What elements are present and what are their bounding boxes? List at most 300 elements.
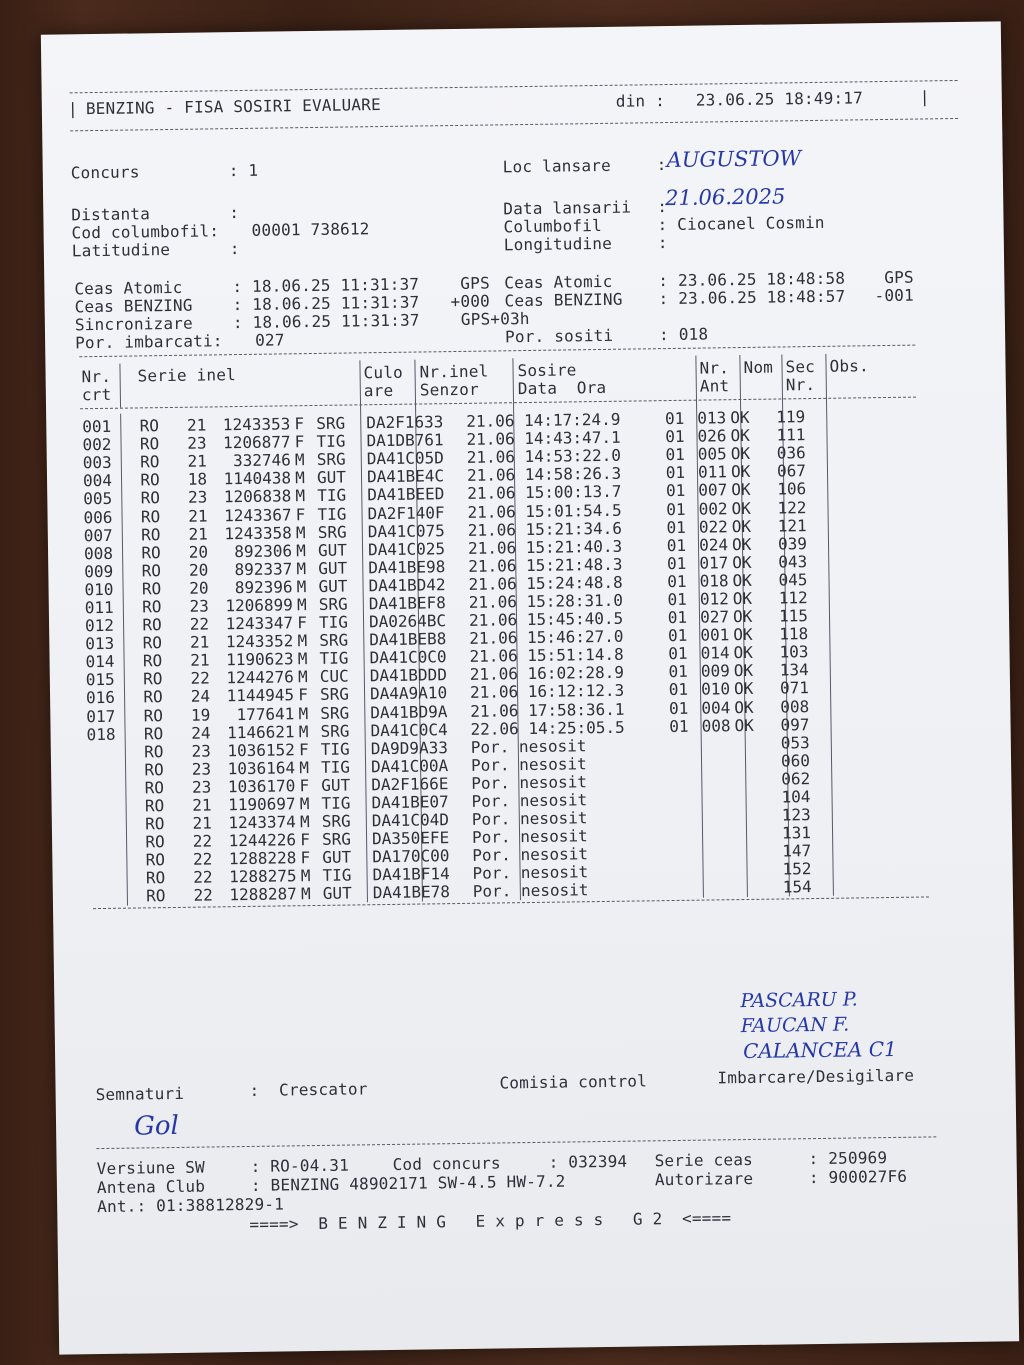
cell-country: RO <box>145 850 166 870</box>
cell-nom: 004 <box>701 697 731 718</box>
col-sec-header: Sec <box>785 356 816 377</box>
col-divider <box>119 364 121 408</box>
cell-color: TIG <box>322 865 352 886</box>
cell-arrival: 21.06 14:53:22.0 <box>466 445 622 468</box>
cell-ring: 1244226 <box>228 830 297 851</box>
cell-obs: 062 <box>781 769 811 789</box>
cell-sec <box>731 752 777 771</box>
cell-nom: 009 <box>700 661 730 681</box>
handwritten-note-line: CALANCEA C1 <box>742 1036 897 1064</box>
cell-arrival: 21.06 15:21:48.3 <box>468 554 623 576</box>
cell-color: TIG <box>319 648 349 669</box>
comisia-label: Comisia control <box>499 1071 648 1093</box>
cell-sec <box>733 879 779 898</box>
cell-nom: 024 <box>698 534 729 555</box>
cell-ring: 1190623 <box>226 649 294 670</box>
cell-sec: OK <box>732 552 752 572</box>
cell-nr <box>87 743 133 762</box>
cell-color: TIG <box>321 793 351 813</box>
cell-nom <box>689 735 731 754</box>
clock-right-value: : 23.06.25 18:48:58 <box>658 268 846 291</box>
cod-concurs-label: Cod concurs <box>392 1153 501 1174</box>
cell-nom: 002 <box>698 498 728 519</box>
cell-ant: 01 <box>666 553 687 573</box>
concurs-label: Concurs <box>70 162 140 183</box>
cell-ant <box>650 826 690 845</box>
cell-country: RO <box>142 615 162 635</box>
cell-arrival: 21.06 14:17:24.9 <box>466 409 621 431</box>
cell-nr: 007 <box>83 525 113 545</box>
cell-sex: M <box>300 866 311 886</box>
cell-year: 24 <box>191 723 211 743</box>
cell-arrival: 21.06 17:58:36.1 <box>470 699 625 721</box>
cell-ant: 01 <box>666 499 686 519</box>
cell-sex: F <box>294 414 305 434</box>
cell-year: 19 <box>190 705 211 725</box>
cell-sec: OK <box>731 534 752 554</box>
cell-ring: 1243347 <box>225 613 294 634</box>
header-date-value: 23.06.25 18:49:17 <box>695 88 864 110</box>
cell-nom: 008 <box>701 715 731 736</box>
data-lansarii-handwritten: 21.06.2025 <box>665 184 786 211</box>
cell-country: RO <box>144 796 165 816</box>
cell-obs: 111 <box>776 425 806 445</box>
col-ant-header: Nr. <box>699 358 730 378</box>
cell-arrival: 21.06 15:24:48.8 <box>468 572 623 594</box>
cell-ant: 01 <box>667 607 688 628</box>
cell-obs: 121 <box>777 515 807 536</box>
cell-sex: F <box>294 432 305 452</box>
col-nr-header: Nr. <box>81 366 112 387</box>
cell-arrival: 21.06 14:58:26.3 <box>466 464 622 486</box>
cell-arrival: 21.06 15:46:27.0 <box>469 626 624 649</box>
cell-arrival: Por. nesosit <box>472 844 589 866</box>
cell-country: RO <box>143 723 164 744</box>
por-sositi-value: : 018 <box>658 324 709 345</box>
cell-ring: 1144945 <box>226 685 295 706</box>
cell-sex: F <box>298 685 309 705</box>
cell-sensor: DA41BEB8 <box>369 629 447 650</box>
cell-arrival: Por. nesosit <box>471 772 588 793</box>
cell-nr <box>88 852 134 871</box>
cell-color: SRG <box>319 684 350 705</box>
cell-color: SRG <box>321 829 352 850</box>
cell-nr <box>87 779 133 798</box>
cell-nr: 018 <box>86 724 116 744</box>
cell-sec <box>732 825 778 844</box>
cell-ant <box>649 735 689 754</box>
cell-country: RO <box>141 579 162 599</box>
clock-right-label: Ceas BENZING <box>504 289 623 311</box>
cell-ring: 1243352 <box>225 631 294 652</box>
cell-color: SRG <box>316 449 346 470</box>
cell-ant: 01 <box>665 481 686 501</box>
cell-country: RO <box>144 778 165 798</box>
cell-year: 21 <box>188 506 208 526</box>
cell-ant <box>650 862 690 881</box>
cell-sec: OK <box>730 426 750 446</box>
cell-nr <box>89 888 135 907</box>
clock-right-extra: GPS <box>884 267 914 288</box>
columbofil-value: : Ciocanel Cosmin <box>657 212 825 235</box>
cell-color: TIG <box>316 431 346 452</box>
distanta-label: Distanta <box>71 204 151 225</box>
cell-nom: 018 <box>699 571 729 591</box>
cell-sensor: DA41BE4C <box>366 466 445 487</box>
cell-arrival: Por. nesosit <box>471 826 588 848</box>
concurs-value: : 1 <box>228 160 259 181</box>
cell-color: GUT <box>317 540 348 560</box>
cell-nr <box>89 870 135 889</box>
cell-nr <box>88 834 134 853</box>
col-sosire-header: Sosire <box>517 360 577 381</box>
cell-color: TIG <box>320 757 351 777</box>
cell-ring: 1243367 <box>223 504 292 525</box>
cell-color: CUC <box>319 666 349 687</box>
cell-sec <box>732 861 778 880</box>
header-title: BENZING - FISA SOSIRI EVALUARE <box>85 95 381 119</box>
cell-color: SRG <box>319 630 349 651</box>
cell-arrival: Por. nesosit <box>470 735 587 757</box>
cell-country: RO <box>140 452 160 472</box>
cell-obs: 131 <box>781 823 812 843</box>
cell-color: TIG <box>317 504 347 524</box>
cell-sex: M <box>296 595 307 615</box>
cell-ring: 1036170 <box>227 776 296 797</box>
cell-obs: 008 <box>780 696 810 717</box>
cell-nom <box>691 880 733 899</box>
cell-nom <box>689 753 731 772</box>
col-inel-header: Nr.inel <box>419 361 489 382</box>
cell-sensor: DA41C04D <box>371 810 450 831</box>
cell-sec: OK <box>730 407 750 428</box>
cell-sec <box>731 734 777 753</box>
col-sosire-header-2: Data Ora <box>517 377 607 399</box>
cell-color: TIG <box>320 739 350 759</box>
cod-columbofil-label: Cod columbofil: <box>71 221 220 243</box>
cell-country: RO <box>145 868 166 888</box>
brand-line: ====> B E N Z I N G E x p r e s s G 2 <==== <box>249 1208 732 1234</box>
cell-nom <box>690 825 732 844</box>
cell-nr: 011 <box>84 597 114 618</box>
cell-country: RO <box>143 669 163 689</box>
clock-left-value: : 18.06.25 11:31:37 <box>232 274 420 297</box>
col-culoare-header: Culo <box>363 362 404 383</box>
cell-sensor: DA41BE07 <box>371 792 449 813</box>
printout-paper <box>41 21 1019 1354</box>
data-lansarii-colon: : <box>657 197 668 217</box>
cell-ant: 01 <box>668 644 688 664</box>
cell-sec: OK <box>730 462 751 482</box>
versiune-value: : RO-04.31 <box>250 1155 350 1176</box>
cell-sex: F <box>300 830 311 850</box>
cell-nom: 026 <box>697 426 727 446</box>
col-nr-header-2: crt <box>81 384 112 405</box>
por-imbarcati-value: 027 <box>254 330 285 350</box>
cell-color: TIG <box>318 612 349 633</box>
cell-nom: 022 <box>698 516 728 537</box>
cell-sex: M <box>299 757 310 778</box>
cell-sex: M <box>297 649 308 669</box>
cell-nr: 002 <box>82 434 112 455</box>
cell-obs: 154 <box>782 877 812 897</box>
cell-year: 20 <box>188 542 209 562</box>
cell-sensor: DA41C025 <box>367 538 446 559</box>
cell-nom: 013 <box>697 408 727 428</box>
cell-sec: OK <box>734 715 754 735</box>
cell-sensor: DA41BF14 <box>372 864 450 885</box>
cell-ring: 1243358 <box>224 522 292 543</box>
cell-year: 22 <box>193 885 213 906</box>
cell-sec: OK <box>731 480 751 500</box>
cell-ant <box>651 880 691 899</box>
latitudine-value: : <box>229 239 240 259</box>
longitudine-label: Longitudine <box>503 233 613 255</box>
cell-sex: M <box>299 812 310 832</box>
cell-country: RO <box>142 651 163 671</box>
cell-obs: 060 <box>780 750 811 771</box>
cell-obs: 134 <box>779 660 809 680</box>
cell-year: 21 <box>192 795 212 815</box>
cell-ring: 892306 <box>234 541 293 561</box>
cell-country: RO <box>141 524 161 545</box>
cell-nr: 015 <box>85 670 115 690</box>
cell-color: GUT <box>318 576 348 596</box>
cell-color: SRG <box>316 413 346 434</box>
cell-nom <box>689 771 731 790</box>
cell-nr <box>87 761 133 780</box>
cell-sex: F <box>295 504 306 524</box>
cell-ring: 892337 <box>234 559 293 579</box>
cell-sex: M <box>295 486 306 506</box>
cell-arrival: 21.06 15:28:31.0 <box>468 590 624 612</box>
cell-ring: 177641 <box>236 703 295 724</box>
cell-year: 23 <box>191 759 212 779</box>
versiune-label: Versiune SW <box>96 1157 205 1179</box>
clock-left-extra: +000 <box>450 291 491 312</box>
cell-country: RO <box>144 759 164 780</box>
serie-ceas-value: : 250969 <box>808 1148 888 1169</box>
cell-arrival: Por. nesosit <box>472 862 589 884</box>
cell-nr: 008 <box>83 543 114 563</box>
distanta-value: : <box>229 203 240 223</box>
cell-year: 22 <box>192 849 213 870</box>
cell-year: 23 <box>191 741 211 761</box>
cell-sensor: DA350EFE <box>371 828 450 849</box>
cell-sex: M <box>295 522 306 542</box>
cell-country: RO <box>142 633 163 653</box>
cell-obs: 071 <box>779 678 810 698</box>
imbarcare-label: Imbarcare/Desigilare <box>717 1065 915 1088</box>
ant-line: Ant.: 01:38812829-1 <box>97 1194 285 1217</box>
cell-arrival: 21.06 16:02:28.9 <box>469 663 625 685</box>
cell-sensor: DA1DB761 <box>366 430 444 451</box>
cell-nr: 012 <box>84 615 115 636</box>
cell-obs: 036 <box>776 443 806 463</box>
col-culoare-header-2: are <box>363 380 394 401</box>
crescator-label: : Crescator <box>249 1079 368 1100</box>
cell-nr <box>88 816 134 835</box>
header-bottom-rule <box>70 118 958 131</box>
cell-nr: 005 <box>83 489 113 509</box>
cell-sensor: DA41BDDD <box>369 665 448 686</box>
cell-sex: M <box>299 794 310 814</box>
cell-ant: 01 <box>669 716 689 736</box>
header-right-bar: | <box>919 87 930 107</box>
cell-color: GUT <box>322 883 352 904</box>
cell-sensor: DA41C0C4 <box>370 719 448 740</box>
cell-sex: M <box>300 884 311 904</box>
cell-obs: 119 <box>776 407 806 427</box>
cell-nom: 011 <box>697 462 728 482</box>
cell-ant: 01 <box>668 662 688 682</box>
cell-obs: 097 <box>780 714 810 735</box>
por-sositi-label: Por. sositi <box>504 325 614 347</box>
cell-sec: OK <box>733 661 754 681</box>
cell-arrival: 21.06 15:51:14.8 <box>469 644 624 667</box>
cod-columbofil-value: 00001 738612 <box>251 219 370 240</box>
handwritten-note-line: PASCARU P. <box>740 988 858 1013</box>
cell-ant: 01 <box>665 426 685 447</box>
clock-left-label: Ceas Atomic <box>74 277 183 299</box>
cell-color: TIG <box>317 485 347 506</box>
cell-ring: 1288287 <box>229 884 297 905</box>
longitudine-value: : <box>657 233 668 253</box>
cell-nom <box>690 807 732 826</box>
cell-arrival: 21.06 14:43:47.1 <box>466 427 621 450</box>
loc-lansare-label: Loc lansare <box>502 155 612 177</box>
cell-sex: M <box>294 450 305 470</box>
cell-sex: M <box>297 631 308 651</box>
cell-year: 24 <box>190 686 211 707</box>
data-lansarii-label: Data lansarii <box>503 197 632 219</box>
cell-sensor: DA41C05D <box>366 448 444 469</box>
cell-ring: 1140438 <box>223 468 292 489</box>
cell-sec: OK <box>731 516 752 536</box>
cell-color: GUT <box>318 558 348 578</box>
cell-year: 21 <box>188 524 208 544</box>
cell-sensor: DA41BEF8 <box>368 593 446 614</box>
cell-country: RO <box>144 741 164 762</box>
cell-nr: 016 <box>85 688 116 708</box>
cod-concurs-value: : 032394 <box>548 1151 628 1172</box>
cell-color: GUT <box>322 847 352 868</box>
cell-ring: 892396 <box>234 577 293 598</box>
cell-sec: OK <box>732 588 753 609</box>
clock-left-label: Sincronizare <box>74 313 194 335</box>
cell-sex: F <box>300 848 311 868</box>
cell-sensor: DA41BD42 <box>368 575 446 596</box>
cell-ring: 1243374 <box>228 812 296 833</box>
cell-obs: 152 <box>782 859 812 879</box>
cell-sec: OK <box>733 679 754 699</box>
cell-sex: M <box>296 577 307 597</box>
cell-obs: 045 <box>778 570 808 590</box>
cell-ring: 1244276 <box>226 667 294 688</box>
cell-nom: 001 <box>700 625 730 645</box>
cell-arrival: Por. nesosit <box>470 754 587 775</box>
cell-sensor: DA4A9A10 <box>369 683 448 704</box>
clock-right-value: : 23.06.25 18:48:57 <box>658 286 846 309</box>
cell-ring: 332746 <box>232 450 291 471</box>
cell-nr: 001 <box>82 416 112 437</box>
cell-year: 23 <box>187 433 207 453</box>
cell-nom: 014 <box>700 643 730 663</box>
cell-sensor: DA41BE98 <box>368 556 446 578</box>
cell-ant: 01 <box>667 589 687 610</box>
cell-color: SRG <box>320 703 350 723</box>
cell-arrival: 21.06 16:12:12.3 <box>469 681 625 703</box>
col-obs-header: Obs. <box>829 356 870 376</box>
latitudine-label: Latitudine <box>71 239 171 261</box>
cell-obs: 112 <box>778 588 808 608</box>
cell-obs: 053 <box>780 732 810 753</box>
cell-year: 21 <box>187 451 207 471</box>
cell-obs: 147 <box>782 841 812 861</box>
cell-sex: M <box>295 468 305 488</box>
cell-country: RO <box>141 542 161 563</box>
cell-year: 20 <box>189 578 209 598</box>
cell-sex: F <box>299 776 310 796</box>
cell-ring: 1036164 <box>227 758 296 779</box>
cell-arrival: Por. nesosit <box>471 808 588 829</box>
clock-right-label: Ceas Atomic <box>504 271 613 293</box>
header-date-label: din : <box>615 91 666 111</box>
cell-year: 23 <box>187 487 208 508</box>
por-imbarcati-label: Por. imbarcati: <box>75 331 223 353</box>
semnaturi-label: Semnaturi <box>95 1083 185 1105</box>
cell-nr: 003 <box>82 453 112 473</box>
cell-sex: M <box>296 540 307 560</box>
clock-left-label: Ceas BENZING <box>74 295 193 317</box>
cell-country: RO <box>139 416 160 436</box>
cell-year: 21 <box>189 632 210 652</box>
cell-sec <box>731 789 777 808</box>
cell-country: RO <box>146 886 166 906</box>
cell-year: 21 <box>192 813 212 833</box>
cell-ant: 01 <box>664 408 685 429</box>
cell-sensor: DA9D9A33 <box>370 737 449 758</box>
cell-sec: OK <box>732 570 752 591</box>
loc-lansare-colon: : <box>656 155 667 175</box>
cell-color: SRG <box>320 721 350 741</box>
cell-ring: 1190697 <box>228 794 296 815</box>
cell-arrival: Por. nesosit <box>471 790 588 811</box>
cell-sec <box>731 770 777 789</box>
cell-sec <box>732 843 778 862</box>
cell-sensor: DA41C0C0 <box>369 647 447 668</box>
cell-sec: OK <box>733 643 753 663</box>
cell-color: GUT <box>316 467 347 488</box>
col-nom-header: Nom <box>743 357 774 377</box>
cell-obs: 118 <box>779 624 809 644</box>
cell-country: RO <box>142 597 162 617</box>
cell-country: RO <box>143 705 164 725</box>
cell-nom <box>690 843 732 862</box>
cell-obs: 103 <box>779 642 809 662</box>
cell-ring: 1036152 <box>227 740 295 760</box>
cell-nr: 014 <box>85 652 115 672</box>
columbofil-label: Columbofil <box>503 215 603 237</box>
cell-nom: 027 <box>699 607 730 627</box>
cell-sensor: DA41BEED <box>367 484 445 505</box>
cell-sex: F <box>297 613 308 633</box>
clock-left-value: : 18.06.25 11:31:37 <box>232 310 420 333</box>
cell-obs: 123 <box>781 805 811 825</box>
cell-ant: 01 <box>665 463 686 483</box>
header-left-bar: | <box>67 99 78 119</box>
cell-arrival: 21.06 15:21:40.3 <box>467 536 623 558</box>
